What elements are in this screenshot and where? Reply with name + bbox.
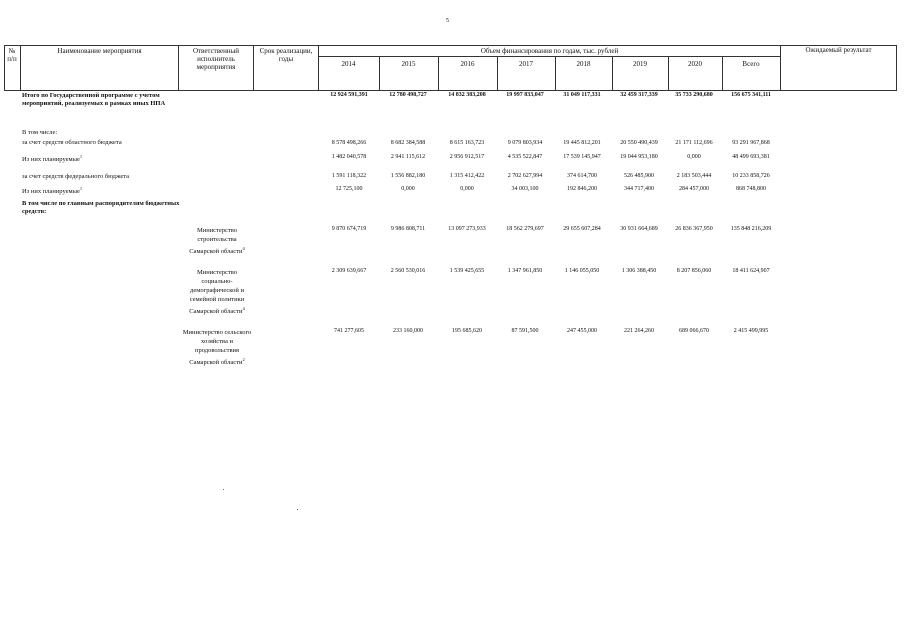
value-cell: 689 066,670	[679, 328, 709, 334]
ministry-name	[182, 328, 252, 367]
value-cell: 195 685,620	[452, 328, 482, 334]
value-cell: 13 097 273,933	[448, 226, 486, 232]
value-cell: 10 233 858,726	[732, 173, 770, 179]
total-label: Итого по Государственной программе с учетом мероприятий, реализуемых в рамках иных НПА	[22, 92, 166, 107]
value-cell: 374 614,700	[567, 173, 597, 179]
year-header: 2018	[576, 60, 591, 68]
header-executor: Ответственный исполнитель мероприятия	[192, 47, 240, 71]
value-cell: 1 482 040,578	[331, 154, 367, 160]
value-cell: 233 160,000	[393, 328, 423, 334]
value-cell: 26 836 367,950	[675, 226, 713, 232]
header-result: Ожидаемый результат	[805, 46, 872, 54]
value-cell: 19 044 953,180	[620, 154, 658, 160]
value-cell: 868 748,800	[736, 186, 766, 192]
value-cell: 12 924 591,391	[330, 92, 368, 98]
value-cell: 21 171 112,696	[675, 140, 713, 146]
page-number: 5	[446, 18, 449, 24]
value-cell: 2 309 639,667	[331, 268, 367, 274]
value-cell: 192 846,200	[567, 186, 597, 192]
year-header: 2019	[633, 60, 647, 68]
value-cell: 221 264,260	[624, 328, 654, 334]
federal-planned-label	[22, 185, 82, 196]
value-cell: 1 315 412,422	[449, 173, 485, 179]
year-header: 2016	[460, 60, 475, 68]
value-cell: 2 183 503,444	[676, 173, 712, 179]
header-no: № п/п	[7, 47, 17, 63]
value-cell: 1 347 961,850	[507, 268, 543, 274]
value-cell: 8 615 163,723	[449, 140, 485, 146]
header-name: Наименование мероприятия	[57, 47, 142, 55]
value-cell: 48 499 693,381	[732, 154, 770, 160]
value-cell: 0,000	[460, 186, 474, 192]
year-header: 2015	[401, 60, 416, 68]
scan-speck	[297, 509, 298, 510]
regional-label: за счет средств областного бюджета	[22, 139, 122, 146]
value-cell: 8 207 856,060	[676, 268, 712, 274]
value-cell: 30 931 664,689	[620, 226, 658, 232]
ministry-name-text: Министерство социально-демографической и семейной политики Самарской области	[189, 269, 245, 316]
value-cell: 4 535 522,847	[507, 154, 543, 160]
value-cell: 8 682 384,588	[390, 140, 426, 146]
value-cell: 87 591,500	[511, 328, 539, 334]
value-cell: 135 848 216,209	[730, 226, 772, 232]
value-cell: 2 956 912,517	[449, 154, 485, 160]
value-cell: 14 832 383,208	[448, 92, 486, 98]
by-managers-label: В том числе по главным распорядителям бюджетных средств:	[22, 200, 180, 215]
value-cell: 31 049 117,331	[563, 92, 601, 98]
year-header: 2017	[519, 60, 533, 68]
value-cell: 19 445 812,201	[563, 140, 601, 146]
header-funding: Объем финансирования по годам, тыс. рублей	[480, 47, 619, 55]
value-cell: 17 539 145,947	[563, 154, 601, 160]
value-cell: 12 780 498,727	[389, 92, 427, 98]
value-cell: 156 675 341,111	[731, 92, 771, 98]
value-cell: 18 411 624,907	[732, 268, 770, 274]
value-cell: 0,000	[687, 154, 701, 160]
regional-planned-text: Из них планируемые	[22, 156, 80, 164]
value-cell: 526 485,900	[624, 173, 654, 179]
value-cell: 284 457,000	[679, 186, 709, 192]
footnote-mark: 2	[242, 357, 245, 362]
footnote-mark: 1	[79, 154, 83, 159]
value-cell: 9 986 808,711	[390, 226, 426, 232]
value-cell: 35 733 290,680	[675, 92, 713, 98]
value-cell: 8 578 498,266	[331, 140, 367, 146]
federal-planned-text: Из них планируемые	[22, 188, 80, 196]
regional-planned-label	[22, 153, 82, 164]
value-cell: 2 702 627,994	[507, 173, 543, 179]
value-cell: 2 941 115,612	[390, 154, 426, 160]
value-cell: 1 539 425,655	[449, 268, 485, 274]
value-cell: 18 562 279,697	[506, 226, 544, 232]
value-cell: 19 997 833,047	[506, 92, 544, 98]
footnote-mark: 4	[242, 306, 245, 311]
value-cell: 247 455,000	[567, 328, 597, 334]
value-cell: 9 079 803,934	[507, 140, 543, 146]
value-cell: 29 655 607,284	[563, 226, 601, 232]
value-cell: 2 415 499,995	[733, 328, 769, 334]
ministry-name-text: Министерство сельского хозяйства и продовольствия Самарской области	[182, 329, 252, 367]
value-cell: 1 306 388,450	[621, 268, 657, 274]
value-cell: 1 146 055,050	[564, 268, 600, 274]
scan-speck	[223, 489, 224, 490]
value-cell: 93 291 967,868	[732, 140, 770, 146]
value-cell: 2 560 530,016	[390, 268, 426, 274]
value-cell: 1 556 882,180	[390, 173, 426, 179]
ministry-name	[182, 268, 252, 316]
value-cell: 34 003,100	[511, 186, 539, 192]
year-header: 2020	[688, 60, 702, 68]
federal-label: за счет средств федерального бюджета	[22, 173, 130, 180]
value-cell: 0,000	[401, 186, 415, 192]
year-header: Всего	[742, 60, 760, 68]
ministry-name-text: Министерство строительства Самарской области	[189, 227, 243, 256]
value-cell: 32 459 317,339	[620, 92, 658, 98]
value-cell: 1 591 118,322	[331, 173, 367, 179]
year-header: 2014	[341, 60, 356, 68]
value-cell: 344 717,400	[624, 186, 654, 192]
value-cell: 20 550 490,439	[620, 140, 658, 146]
ministry-name	[182, 226, 252, 256]
footnote-mark: 4	[242, 246, 245, 251]
value-cell: 741 277,605	[334, 328, 364, 334]
value-cell: 12 725,100	[335, 186, 363, 192]
including-label: В том числе:	[22, 129, 58, 136]
footnote-mark: 1	[79, 186, 83, 191]
header-term: Срок реализации, годы	[259, 47, 313, 63]
value-cell: 9 870 674,719	[331, 226, 367, 232]
